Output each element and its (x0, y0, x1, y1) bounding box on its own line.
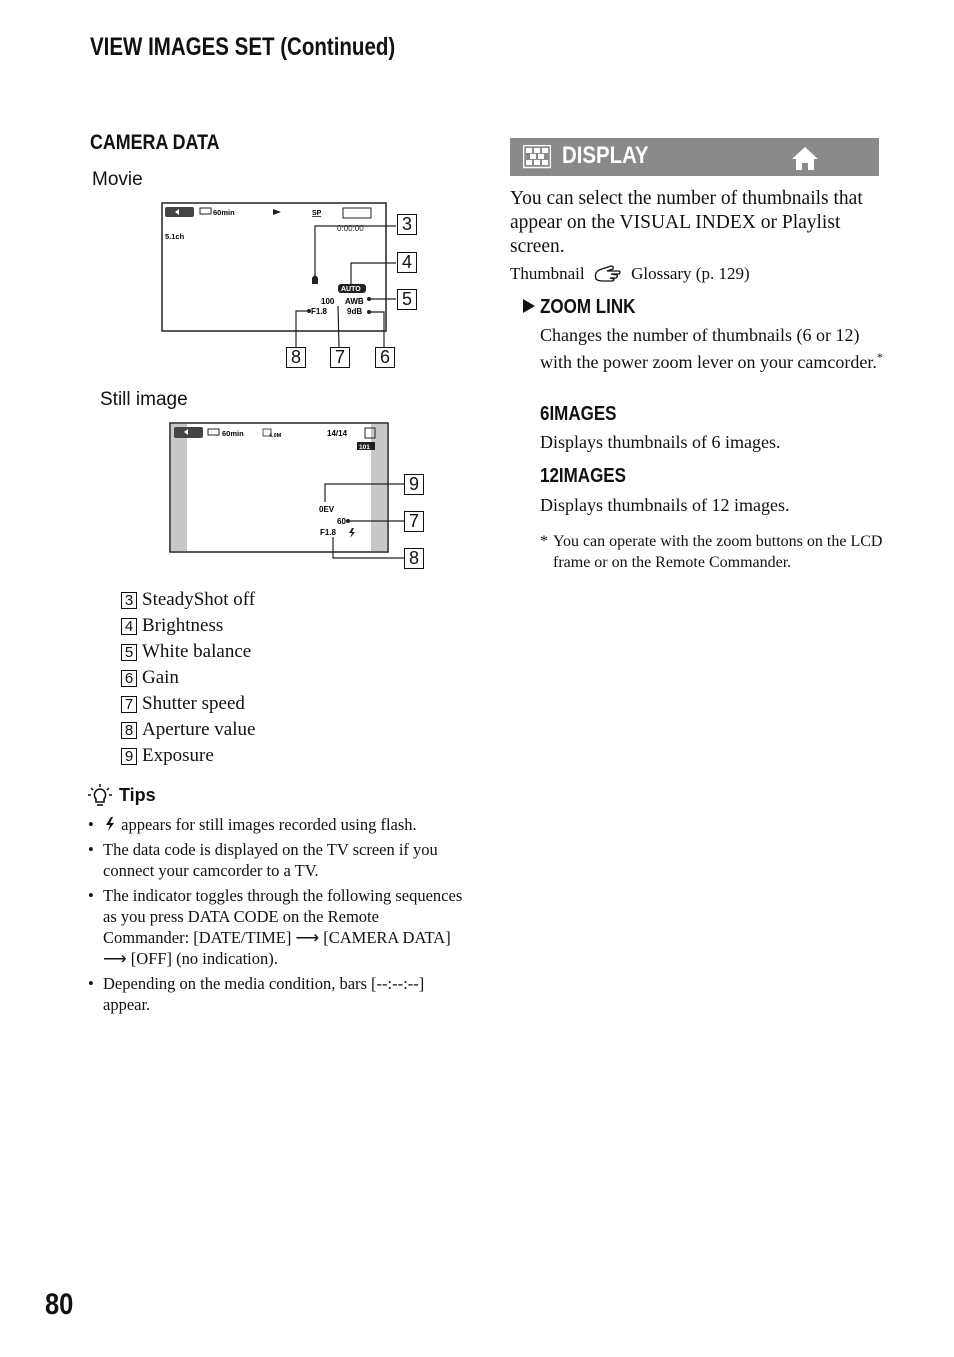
arrow-right-icon: ⟶ (295, 928, 320, 947)
twelve-images-description: Displays thumbnails of 12 images. (540, 495, 790, 515)
display-thumbnail-icon (523, 145, 551, 169)
arrow-right-icon: ⟶ (103, 949, 127, 968)
tip-item: • appears for still images recorded using flash. (88, 815, 417, 834)
tip-item: • The data code is displayed on the TV screen if you connect your camcorder to a TV. (88, 840, 438, 880)
still-screen-diagram (165, 418, 430, 578)
still-callout-7: 7 (404, 511, 424, 532)
display-intro: You can select the number of thumbnails that appear on the VISUAL INDEX or Playlist screen. (510, 188, 863, 257)
tips-bulb-icon (88, 784, 112, 810)
svg-text:0:00:00: 0:00:00 (337, 224, 364, 233)
still-callout-8: 8 (404, 548, 424, 569)
six-images-description: Displays thumbnails of 6 images. (540, 432, 781, 452)
legend-item: 9 Exposure (121, 743, 214, 769)
zoom-link-heading: ZOOM LINK (522, 296, 652, 319)
svg-text:AWB: AWB (345, 297, 364, 306)
legend-item: 5 White balance (121, 639, 251, 665)
movie-callout-6: 6 (375, 347, 395, 368)
movie-callout-7: 7 (330, 347, 350, 368)
svg-text:100: 100 (321, 297, 335, 306)
svg-text:5.1ch: 5.1ch (165, 232, 185, 241)
svg-text:101: 101 (359, 444, 370, 451)
display-heading: DISPLAY (562, 142, 649, 169)
movie-callout-5: 5 (397, 289, 417, 310)
thumbnail-glossary-ref: Thumbnail Glossary (p. 129) (510, 264, 750, 283)
movie-callout-3: 3 (397, 214, 417, 235)
legend-item: 3 SteadyShot off (121, 587, 255, 613)
svg-text:60: 60 (337, 517, 346, 526)
legend-item: 4 Brightness (121, 613, 223, 639)
svg-text:SP: SP (312, 210, 322, 217)
movie-callout-8: 8 (286, 347, 306, 368)
home-icon[interactable] (791, 145, 819, 171)
legend-item: 8 Aperture value (121, 717, 255, 743)
six-images-heading: 6IMAGES (540, 403, 617, 425)
arrow-right-icon (522, 298, 536, 314)
zoom-link-description: Changes the number of thumbnails (6 or 12) with the power zoom lever on your camcorder.* (540, 325, 883, 372)
svg-text:0EV: 0EV (319, 505, 335, 514)
tip-item: • The indicator toggles through the following sequences as you press DATA CODE on the Remote Commander: [DATE/TIME] ⟶ [CAMERA DATA] ⟶ [OFF] (no indication). (88, 886, 463, 968)
footnote: * You can operate with the zoom buttons on the LCD frame or on the Remote Commander. (540, 533, 883, 571)
svg-text:AUTO: AUTO (341, 286, 361, 293)
page-number: 80 (45, 1288, 74, 1321)
svg-text:9dB: 9dB (347, 307, 363, 316)
twelve-images-heading: 12IMAGES (540, 465, 626, 487)
display-title-bar (510, 138, 879, 176)
glossary-hand-icon (593, 263, 623, 283)
svg-text:F1.8: F1.8 (311, 307, 328, 316)
movie-label: Movie (92, 169, 143, 190)
still-callout-9: 9 (404, 474, 424, 495)
movie-battery-text: 60min (213, 208, 235, 217)
still-image-label: Still image (100, 389, 188, 410)
page-header-title: VIEW IMAGES SET (Continued) (90, 33, 396, 61)
legend-item: 7 Shutter speed (121, 691, 245, 717)
svg-text:14/14: 14/14 (327, 429, 348, 438)
svg-text:60min: 60min (222, 429, 244, 438)
legend-item: 6 Gain (121, 665, 179, 691)
movie-callout-4: 4 (397, 252, 417, 273)
svg-text:4.0M: 4.0M (269, 433, 282, 439)
tips-title: Tips (119, 785, 156, 805)
svg-text:F1.8: F1.8 (320, 528, 337, 537)
flash-icon (103, 816, 117, 832)
camera-data-heading: CAMERA DATA (90, 131, 220, 154)
tip-item: • Depending on the media condition, bars [--:--:--] appear. (88, 974, 425, 1014)
